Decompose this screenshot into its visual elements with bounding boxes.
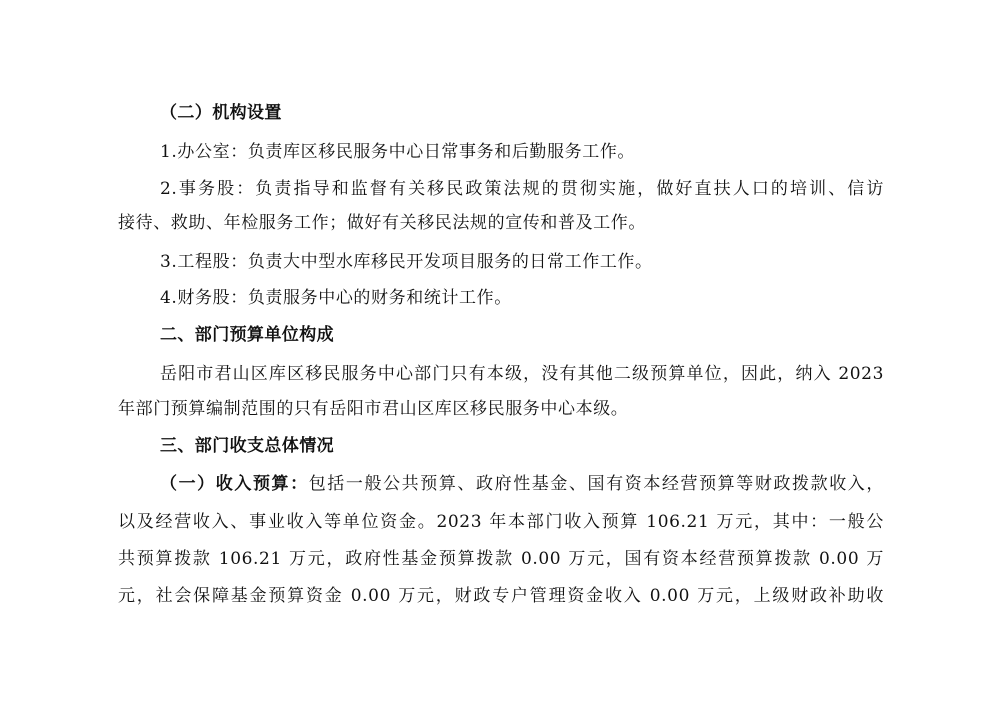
paragraph-line: 年部门预算编制范围的只有岳阳市君山区库区移民服务中心本级。 bbox=[118, 399, 629, 419]
paragraph-line: 2.事务股：负责指导和监督有关移民政策法规的贯彻实施，做好直扶人口的培训、信访 bbox=[160, 179, 884, 199]
paragraph-line: 共预算拨款 106.21 万元，政府性基金预算拨款 0.00 万元，国有资本经营预算拨款 0.00 万 bbox=[118, 549, 884, 569]
paragraph-line: 元，社会保障基金预算资金 0.00 万元，财政专户管理资金收入 0.00 万元，上级财政补助收 bbox=[118, 586, 884, 606]
paragraph-line: 1.办公室：负责库区移民服务中心日常事务和后勤服务工作。 bbox=[160, 142, 636, 162]
section-title-budget-units: 二、部门预算单位构成 bbox=[160, 325, 334, 345]
subsection-label-revenue-budget: （一）收入预算： bbox=[160, 474, 309, 494]
paragraph-line: 4.财务股：负责服务中心的财务和统计工作。 bbox=[160, 288, 512, 308]
paragraph-line: 以及经营收入、事业收入等单位资金。2023 年本部门收入预算 106.21 万元，其中：一般公 bbox=[118, 512, 884, 532]
paragraph-line: 3.工程股：负责大中型水库移民开发项目服务的日常工作工作。 bbox=[160, 252, 653, 272]
section-title-revenue-expenditure: 三、部门收支总体情况 bbox=[160, 436, 334, 456]
paragraph-text: 包括一般公共预算、政府性基金、国有资本经营预算等财政拨款收入， bbox=[308, 474, 884, 494]
section-title-organization: （二）机构设置 bbox=[160, 103, 282, 123]
paragraph-line bbox=[160, 474, 884, 494]
paragraph-line: 岳阳市君山区库区移民服务中心部门只有本级，没有其他二级预算单位，因此，纳入 2023 bbox=[160, 364, 884, 384]
paragraph-line: 接待、救助、年检服务工作；做好有关移民法规的宣传和普及工作。 bbox=[118, 213, 646, 233]
